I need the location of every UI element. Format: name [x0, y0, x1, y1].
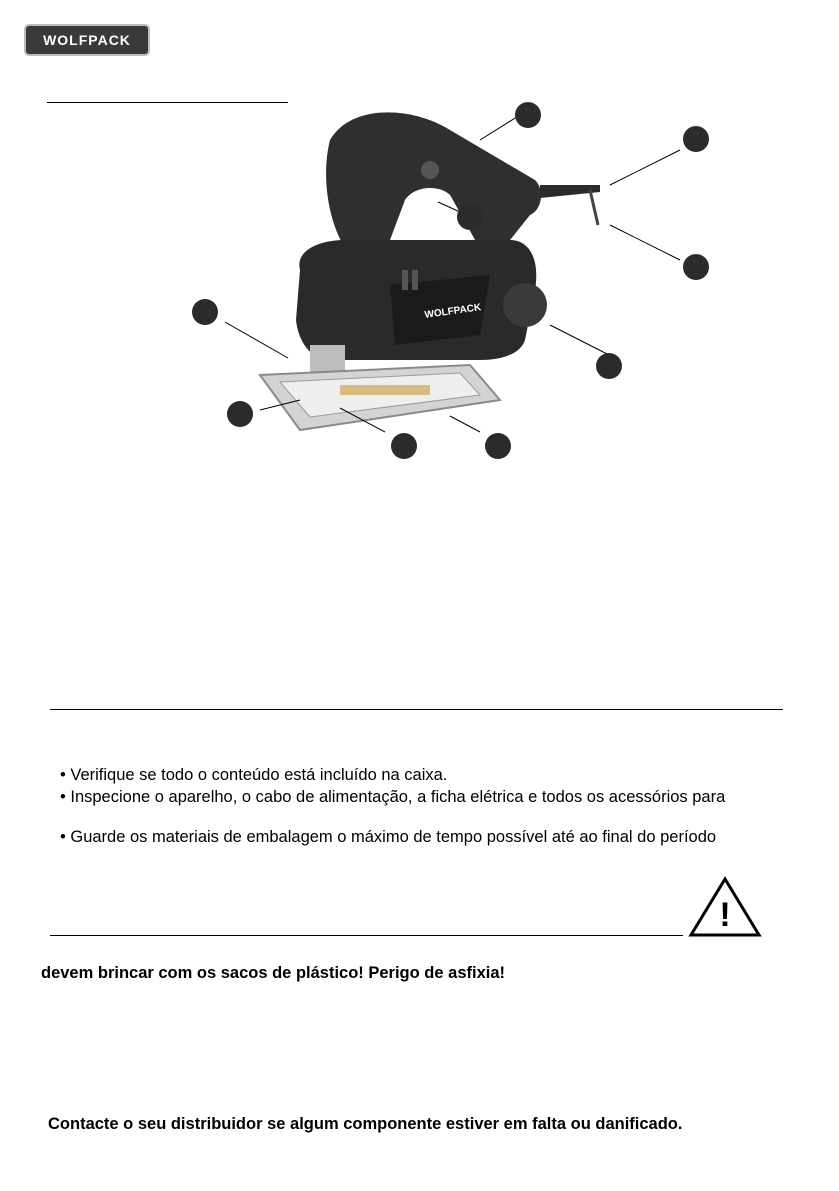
list-item: • Inspecione o aparelho, o cabo de alimentação, a ficha elétrica e todos os acessórios para [60, 788, 726, 806]
contact-notice: Contacte o seu distribuidor se algum componente estiver em falta ou danificado. [48, 1115, 683, 1133]
list-item: • Guarde os materiais de embalagem o máximo de tempo possível até ao final do período [60, 828, 717, 846]
brand-logo [24, 24, 150, 56]
list-item: • Verifique se todo o conteúdo está incluído na caixa. [60, 766, 448, 784]
product-logo-text: WOLFPACK [423, 302, 482, 321]
warning-text: devem brincar com os sacos de plástico! Perigo de asfixia! [41, 964, 506, 982]
warning-mark: ! [719, 896, 731, 934]
warning-triangle-icon [688, 876, 762, 938]
brand-logo-text: WOLFPACK [43, 32, 131, 48]
section-divider-middle [50, 709, 783, 710]
jigsaw-body [260, 112, 600, 430]
unpacking-checklist [60, 764, 830, 848]
section-divider-warning [50, 935, 683, 936]
jigsaw-product-image [180, 90, 720, 470]
